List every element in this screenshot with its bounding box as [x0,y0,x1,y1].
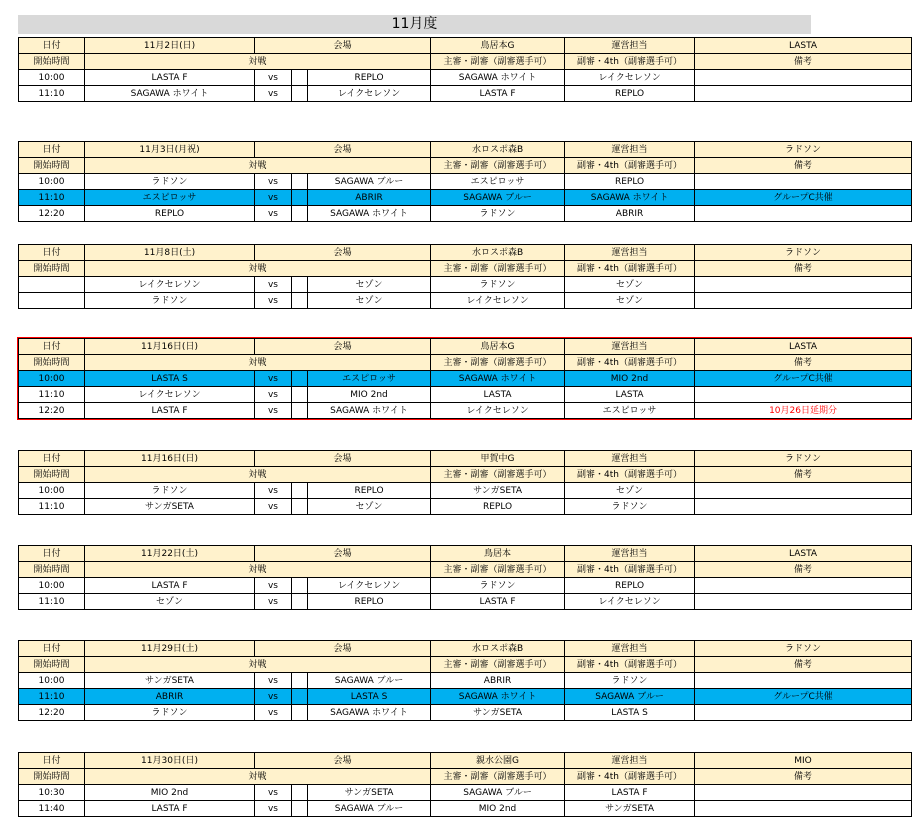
away-team: SAGAWA ブルー [308,174,431,190]
vs-label: vs [255,293,292,309]
start-time-label: 開始時間 [19,769,85,785]
away-team: セゾン [308,293,431,309]
date-label: 日付 [19,546,85,562]
referee-label: 主審・副審（副審選手可） [431,769,565,785]
away-team: SAGAWA ブルー [308,673,431,689]
manager-label: 運営担当 [565,451,695,467]
home-team: ラドソン [85,483,255,499]
manager-label: 運営担当 [565,546,695,562]
notes-label: 備考 [695,769,912,785]
date-label: 日付 [19,339,85,355]
note [695,70,912,86]
match-date: 11月8日(土) [85,245,255,261]
note [695,594,912,610]
date-label: 日付 [19,142,85,158]
match-date: 11月3日(月祝) [85,142,255,158]
away-team: ABRIR [308,190,431,206]
note [695,785,912,801]
away-team: REPLO [308,594,431,610]
spacer-cell [292,578,308,594]
spacer-cell [292,387,308,403]
fourth-official: セゾン [565,293,695,309]
venue-name: 水ロスポ森B [431,641,565,657]
block-header-row [19,546,912,562]
start-time-label: 開始時間 [19,54,85,70]
block-header-row [19,142,912,158]
column-header-row [19,657,912,673]
start-time: 10:30 [19,785,85,801]
manager-label: 運営担当 [565,245,695,261]
vs-label: vs [255,705,292,721]
match-row [19,403,912,419]
column-header-row [19,467,912,483]
start-time: 10:00 [19,70,85,86]
referee: MIO 2nd [431,801,565,817]
spacer-cell [292,174,308,190]
home-team: REPLO [85,206,255,222]
fourth-label: 副審・4th（副審選手可） [565,355,695,371]
block-header-row [19,38,912,54]
start-time: 12:20 [19,403,85,419]
fourth-official: ラドソン [565,499,695,515]
manager-label: 運営担当 [565,339,695,355]
start-time-label: 開始時間 [19,261,85,277]
match-day-block [18,450,912,515]
column-header-row [19,54,912,70]
spacer-cell [292,403,308,419]
match-day-block [18,640,912,721]
start-time-label: 開始時間 [19,355,85,371]
away-team: LASTA S [308,689,431,705]
date-label: 日付 [19,245,85,261]
fourth-official: MIO 2nd [565,371,695,387]
match-row [19,689,912,705]
away-team: SAGAWA ホワイト [308,705,431,721]
match-label: 対戦 [85,158,431,174]
referee: REPLO [431,499,565,515]
home-team: レイクセレソン [85,387,255,403]
fourth-official: LASTA F [565,785,695,801]
fourth-label: 副審・4th（副審選手可） [565,54,695,70]
vs-label: vs [255,499,292,515]
spacer-cell [292,371,308,387]
match-row [19,277,912,293]
start-time: 11:10 [19,594,85,610]
home-team: ラドソン [85,293,255,309]
match-row [19,293,912,309]
vs-label: vs [255,174,292,190]
vs-label: vs [255,483,292,499]
column-header-row [19,261,912,277]
date-label: 日付 [19,451,85,467]
fourth-official: LASTA S [565,705,695,721]
referee: ラドソン [431,578,565,594]
vs-label: vs [255,277,292,293]
home-team: レイクセレソン [85,277,255,293]
block-header-row [19,451,912,467]
note [695,174,912,190]
note [695,578,912,594]
match-row [19,705,912,721]
manager-name: ラドソン [695,641,912,657]
home-team: MIO 2nd [85,785,255,801]
notes-label: 備考 [695,54,912,70]
vs-label: vs [255,70,292,86]
match-row [19,70,912,86]
referee: ラドソン [431,277,565,293]
start-time: 11:10 [19,190,85,206]
venue-name: 鳥居本G [431,38,565,54]
manager-label: 運営担当 [565,641,695,657]
spacer-cell [292,673,308,689]
referee: LASTA F [431,594,565,610]
venue-label: 会場 [255,339,431,355]
match-day-block [18,37,912,102]
fourth-label: 副審・4th（副審選手可） [565,158,695,174]
match-label: 対戦 [85,54,431,70]
away-team: MIO 2nd [308,387,431,403]
referee: SAGAWA ブルー [431,785,565,801]
venue-label: 会場 [255,38,431,54]
fourth-official: レイクセレソン [565,594,695,610]
match-row [19,578,912,594]
fourth-official: セゾン [565,483,695,499]
start-time: 12:20 [19,705,85,721]
start-time [19,293,85,309]
away-team: レイクセレソン [308,86,431,102]
match-day-block [18,338,912,419]
spacer-cell [292,70,308,86]
spacer-cell [292,206,308,222]
vs-label: vs [255,785,292,801]
vs-label: vs [255,689,292,705]
away-team: SAGAWA ブルー [308,801,431,817]
home-team: LASTA F [85,403,255,419]
note [695,673,912,689]
referee: サンガSETA [431,705,565,721]
fourth-label: 副審・4th（副審選手可） [565,467,695,483]
referee-label: 主審・副審（副審選手可） [431,657,565,673]
match-day-block [18,752,912,817]
manager-name: ラドソン [695,451,912,467]
block-header-row [19,245,912,261]
away-team: レイクセレソン [308,578,431,594]
match-date: 11月22日(土) [85,546,255,562]
referee: SAGAWA ブルー [431,190,565,206]
referee: ラドソン [431,206,565,222]
match-row [19,190,912,206]
start-time: 11:10 [19,689,85,705]
away-team: REPLO [308,483,431,499]
column-header-row [19,158,912,174]
start-time: 10:00 [19,483,85,499]
manager-name: LASTA [695,38,912,54]
note [695,387,912,403]
date-label: 日付 [19,641,85,657]
manager-name: LASTA [695,546,912,562]
match-date: 11月29日(土) [85,641,255,657]
match-day-block [18,545,912,610]
away-team: セゾン [308,499,431,515]
match-date: 11月16日(日) [85,339,255,355]
notes-label: 備考 [695,562,912,578]
note [695,483,912,499]
manager-name: MIO [695,753,912,769]
date-label: 日付 [19,38,85,54]
note: グループC共催 [695,371,912,387]
vs-label: vs [255,387,292,403]
column-header-row [19,769,912,785]
start-time [19,277,85,293]
spacer-cell [292,594,308,610]
start-time-label: 開始時間 [19,562,85,578]
block-header-row [19,641,912,657]
match-row [19,206,912,222]
venue-label: 会場 [255,245,431,261]
referee: ABRIR [431,673,565,689]
notes-label: 備考 [695,261,912,277]
notes-label: 備考 [695,355,912,371]
note: 10月26日延期分 [695,403,912,419]
fourth-official: REPLO [565,86,695,102]
fourth-label: 副審・4th（副審選手可） [565,261,695,277]
away-team: REPLO [308,70,431,86]
fourth-label: 副審・4th（副審選手可） [565,657,695,673]
match-day-block [18,141,912,222]
referee: エスピロッサ [431,174,565,190]
home-team: ABRIR [85,689,255,705]
fourth-label: 副審・4th（副審選手可） [565,562,695,578]
fourth-official: レイクセレソン [565,70,695,86]
venue-label: 会場 [255,753,431,769]
home-team: サンガSETA [85,673,255,689]
match-row [19,801,912,817]
match-date: 11月30日(日) [85,753,255,769]
referee: SAGAWA ホワイト [431,371,565,387]
notes-label: 備考 [695,657,912,673]
vs-label: vs [255,86,292,102]
referee-label: 主審・副審（副審選手可） [431,261,565,277]
note [695,206,912,222]
note [695,293,912,309]
referee-label: 主審・副審（副審選手可） [431,54,565,70]
vs-label: vs [255,371,292,387]
referee: SAGAWA ホワイト [431,70,565,86]
fourth-label: 副審・4th（副審選手可） [565,769,695,785]
manager-name: ラドソン [695,142,912,158]
manager-name: ラドソン [695,245,912,261]
referee: LASTA F [431,86,565,102]
start-time: 11:40 [19,801,85,817]
venue-label: 会場 [255,451,431,467]
referee-label: 主審・副審（副審選手可） [431,467,565,483]
notes-label: 備考 [695,158,912,174]
venue-name: 甲賀中G [431,451,565,467]
start-time-label: 開始時間 [19,467,85,483]
note [695,801,912,817]
start-time: 12:20 [19,206,85,222]
venue-label: 会場 [255,142,431,158]
home-team: ラドソン [85,174,255,190]
home-team: ラドソン [85,705,255,721]
note [695,499,912,515]
fourth-official: サンガSETA [565,801,695,817]
start-time: 11:10 [19,86,85,102]
match-row [19,371,912,387]
start-time: 10:00 [19,673,85,689]
fourth-official: REPLO [565,578,695,594]
referee: サンガSETA [431,483,565,499]
vs-label: vs [255,594,292,610]
vs-label: vs [255,206,292,222]
spacer-cell [292,499,308,515]
home-team: SAGAWA ホワイト [85,86,255,102]
vs-label: vs [255,190,292,206]
home-team: セゾン [85,594,255,610]
fourth-official: ABRIR [565,206,695,222]
fourth-official: SAGAWA ブルー [565,689,695,705]
note: グループC共催 [695,190,912,206]
venue-name: 水ロスポ森B [431,142,565,158]
venue-name: 鳥居本G [431,339,565,355]
away-team: エスピロッサ [308,371,431,387]
fourth-official: LASTA [565,387,695,403]
away-team: SAGAWA ホワイト [308,206,431,222]
start-time-label: 開始時間 [19,657,85,673]
block-header-row [19,753,912,769]
home-team: LASTA S [85,371,255,387]
referee: SAGAWA ホワイト [431,689,565,705]
spacer-cell [292,801,308,817]
match-date: 11月2日(日) [85,38,255,54]
match-date: 11月16日(日) [85,451,255,467]
match-row [19,387,912,403]
spacer-cell [292,705,308,721]
note [695,86,912,102]
match-row [19,86,912,102]
venue-name: 水ロスポ森B [431,245,565,261]
start-time: 10:00 [19,578,85,594]
match-row [19,785,912,801]
manager-label: 運営担当 [565,753,695,769]
venue-name: 鳥居本 [431,546,565,562]
date-label: 日付 [19,753,85,769]
spacer-cell [292,689,308,705]
referee: LASTA [431,387,565,403]
start-time: 11:10 [19,499,85,515]
start-time: 10:00 [19,174,85,190]
referee: レイクセレソン [431,293,565,309]
match-row [19,483,912,499]
spacer-cell [292,190,308,206]
referee-label: 主審・副審（副審選手可） [431,562,565,578]
start-time-label: 開始時間 [19,158,85,174]
match-row [19,499,912,515]
match-row [19,174,912,190]
spacer-cell [292,277,308,293]
fourth-official: セゾン [565,277,695,293]
spacer-cell [292,293,308,309]
vs-label: vs [255,578,292,594]
match-label: 対戦 [85,355,431,371]
block-header-row [19,339,912,355]
home-team: エスピロッサ [85,190,255,206]
home-team: LASTA F [85,578,255,594]
spacer-cell [292,86,308,102]
match-label: 対戦 [85,657,431,673]
home-team: LASTA F [85,70,255,86]
referee: レイクセレソン [431,403,565,419]
fourth-official: SAGAWA ホワイト [565,190,695,206]
start-time: 10:00 [19,371,85,387]
match-label: 対戦 [85,562,431,578]
away-team: セゾン [308,277,431,293]
away-team: サンガSETA [308,785,431,801]
column-header-row [19,355,912,371]
venue-label: 会場 [255,641,431,657]
home-team: LASTA F [85,801,255,817]
venue-label: 会場 [255,546,431,562]
notes-label: 備考 [695,467,912,483]
match-label: 対戦 [85,769,431,785]
vs-label: vs [255,403,292,419]
note: グループC共催 [695,689,912,705]
match-row [19,673,912,689]
match-label: 対戦 [85,467,431,483]
away-team: SAGAWA ホワイト [308,403,431,419]
match-day-block [18,244,912,309]
venue-name: 親水公園G [431,753,565,769]
fourth-official: ラドソン [565,673,695,689]
column-header-row [19,562,912,578]
referee-label: 主審・副審（副審選手可） [431,158,565,174]
manager-label: 運営担当 [565,38,695,54]
fourth-official: エスピロッサ [565,403,695,419]
referee-label: 主審・副審（副審選手可） [431,355,565,371]
home-team: サンガSETA [85,499,255,515]
manager-label: 運営担当 [565,142,695,158]
spacer-cell [292,483,308,499]
note [695,277,912,293]
match-label: 対戦 [85,261,431,277]
match-row [19,594,912,610]
start-time: 11:10 [19,387,85,403]
manager-name: LASTA [695,339,912,355]
spacer-cell [292,785,308,801]
sheet-title: 11月度 [18,15,811,34]
note [695,705,912,721]
fourth-official: REPLO [565,174,695,190]
vs-label: vs [255,673,292,689]
vs-label: vs [255,801,292,817]
